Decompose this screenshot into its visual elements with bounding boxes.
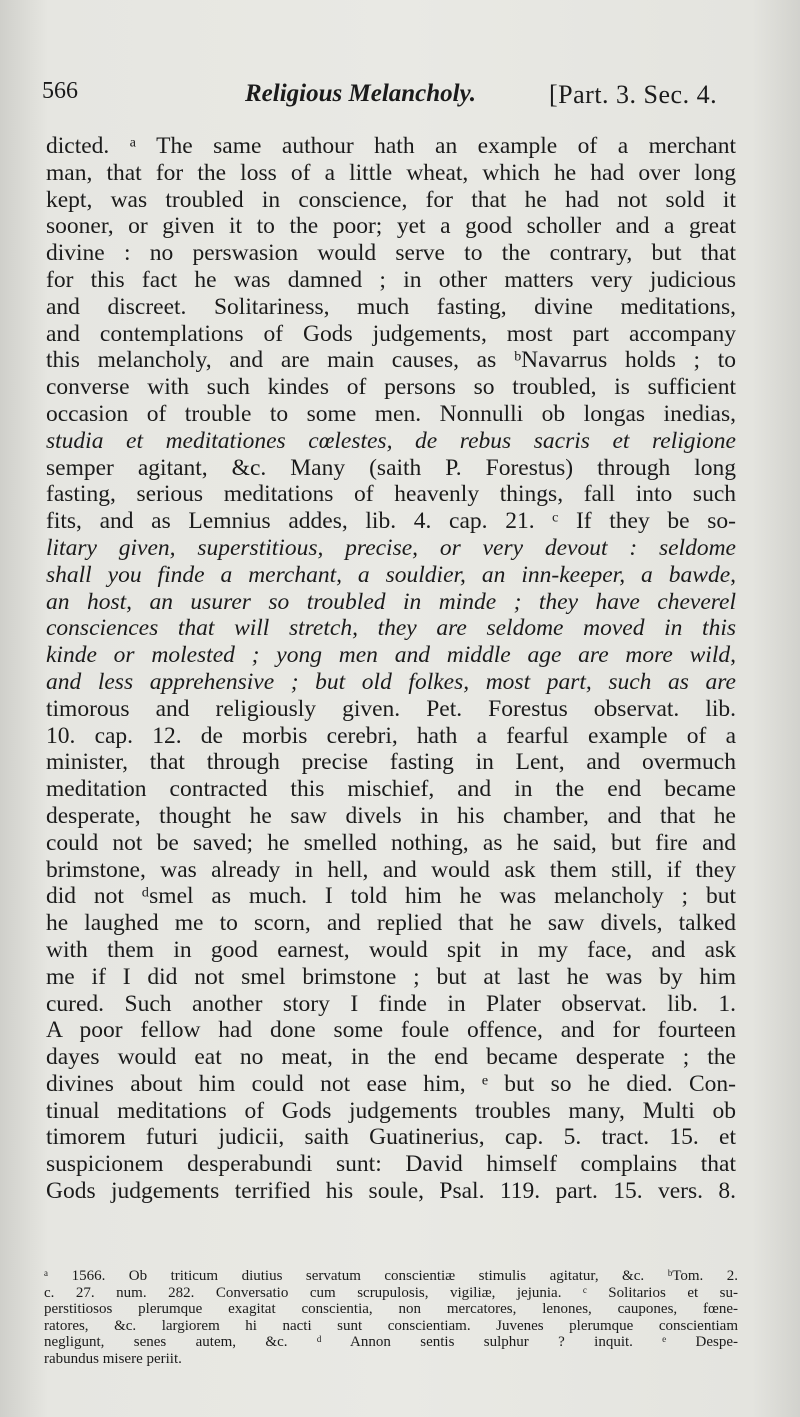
page-header	[42, 78, 742, 118]
text-line: 10. cap. 12. de morbis cerebri, hath a fearful example of a	[46, 722, 736, 749]
text-line: divines about him could not ease him, ᵉ but so he died. Con-	[46, 1070, 736, 1097]
text-line: semper agitant, &c. Many (saith P. Forestus) through long	[46, 454, 736, 481]
text-line: shall you finde a merchant, a souldier, an inn-keeper, a bawde,	[46, 561, 736, 588]
text-line: timorem futuri judicii, saith Guatinerius, cap. 5. tract. 15. et	[46, 1124, 736, 1151]
text-line: suspicionem desperabundi sunt: David himself complains that	[46, 1151, 736, 1178]
text-line: an host, an usurer so troubled in minde ; they have cheverel	[46, 588, 736, 615]
text-line: Gods judgements terrified his soule, Psal. 119. part. 15. vers. 8.	[46, 1178, 736, 1205]
text-line: litary given, superstitious, precise, or very devout : seldome	[46, 534, 736, 561]
text-line: studia et meditationes cœlestes, de rebus sacris et religione	[46, 427, 736, 454]
text-line: desperate, thought he saw divels in his chamber, and that he	[46, 802, 736, 829]
text-line: fits, and as Lemnius addes, lib. 4. cap. 21. ᶜ If they be so-	[46, 508, 736, 535]
text-line: occasion of trouble to some men. Nonnulli ob longas inedias,	[46, 400, 736, 427]
text-line: kept, was troubled in conscience, for that he had not sold it	[46, 186, 736, 213]
text-line: did not ᵈsmel as much. I told him he was melancholy ; but	[46, 883, 736, 910]
running-head: Religious Melancholy.	[245, 80, 477, 107]
text-line: divine : no perswasion would serve to the contrary, but that	[46, 240, 736, 267]
text-line: for this fact he was damned ; in other matters very judicious	[46, 266, 736, 293]
text-line: with them in good earnest, would spit in my face, and ask	[46, 936, 736, 963]
footnote-line: ᵃ 1566. Ob triticum diutius servatum conscientiæ stimulis agitatur, &c. ᵇTom. 2.	[44, 1268, 738, 1284]
text-line: consciences that will stretch, they are seldome moved in this	[46, 615, 736, 642]
text-line: and contemplations of Gods judgements, most part accompany	[46, 320, 736, 347]
text-line: sooner, or given it to the poor; yet a good scholler and a great	[46, 213, 736, 240]
body-text	[46, 133, 736, 1205]
footnote-line: c. 27. num. 282. Conversatio cum scrupulosis, vigiliæ, jejunia. ᶜ Solitarios et su-	[44, 1284, 738, 1301]
text-line: and discreet. Solitariness, much fasting, divine meditations,	[46, 293, 736, 320]
text-line: converse with such kindes of persons so troubled, is sufficient	[46, 374, 736, 401]
text-line: timorous and religiously given. Pet. Forestus observat. lib.	[46, 695, 736, 722]
footnotes	[44, 1268, 738, 1367]
text-line: minister, that through precise fasting in Lent, and overmuch	[46, 749, 736, 776]
text-line: could not be saved; he smelled nothing, as he said, but fire and	[46, 829, 736, 856]
text-line: he laughed me to scorn, and replied that he saw divels, talked	[46, 910, 736, 937]
text-line: this melancholy, and are main causes, as ᵇNavarrus holds ; to	[46, 347, 736, 374]
text-line: and less apprehensive ; but old folkes, most part, such as are	[46, 668, 736, 695]
footnote-line: ratores, &c. largiorem hi nacti sunt conscientiam. Juvenes plerumque conscientiam	[44, 1317, 738, 1334]
text-line: me if I did not smel brimstone ; but at last he was by him	[46, 963, 736, 990]
text-line: cured. Such another story I finde in Plater observat. lib. 1.	[46, 990, 736, 1017]
text-line: fasting, serious meditations of heavenly things, fall into such	[46, 481, 736, 508]
text-line: dayes would eat no meat, in the end became desperate ; the	[46, 1044, 736, 1071]
text-line: tinual meditations of Gods judgements troubles many, Multi ob	[46, 1097, 736, 1124]
footnote-line: rabundus misere periit.	[44, 1350, 182, 1367]
text-line: dicted. ᵃ The same authour hath an example of a merchant	[46, 133, 736, 159]
text-line: brimstone, was already in hell, and would ask them still, if they	[46, 856, 736, 883]
text-line: meditation contracted this mischief, and in the end became	[46, 776, 736, 803]
page-number: 566	[42, 78, 78, 104]
footnote-line: negligunt, senes autem, &c. ᵈ Annon sentis sulphur ? inquit. ᵉ Despe-	[44, 1334, 738, 1350]
text-line: A poor fellow had done some foule offence, and for fourteen	[46, 1017, 736, 1044]
text-line: kinde or molested ; yong men and middle age are more wild,	[46, 642, 736, 669]
text-line: man, that for the loss of a little wheat, which he had over long	[46, 159, 736, 186]
section-reference: [Part. 3. Sec. 4.	[549, 80, 718, 109]
footnote-line: perstitiosos plerumque exagitat conscientia, non mercatores, lenones, caupones, fœne-	[44, 1301, 738, 1317]
